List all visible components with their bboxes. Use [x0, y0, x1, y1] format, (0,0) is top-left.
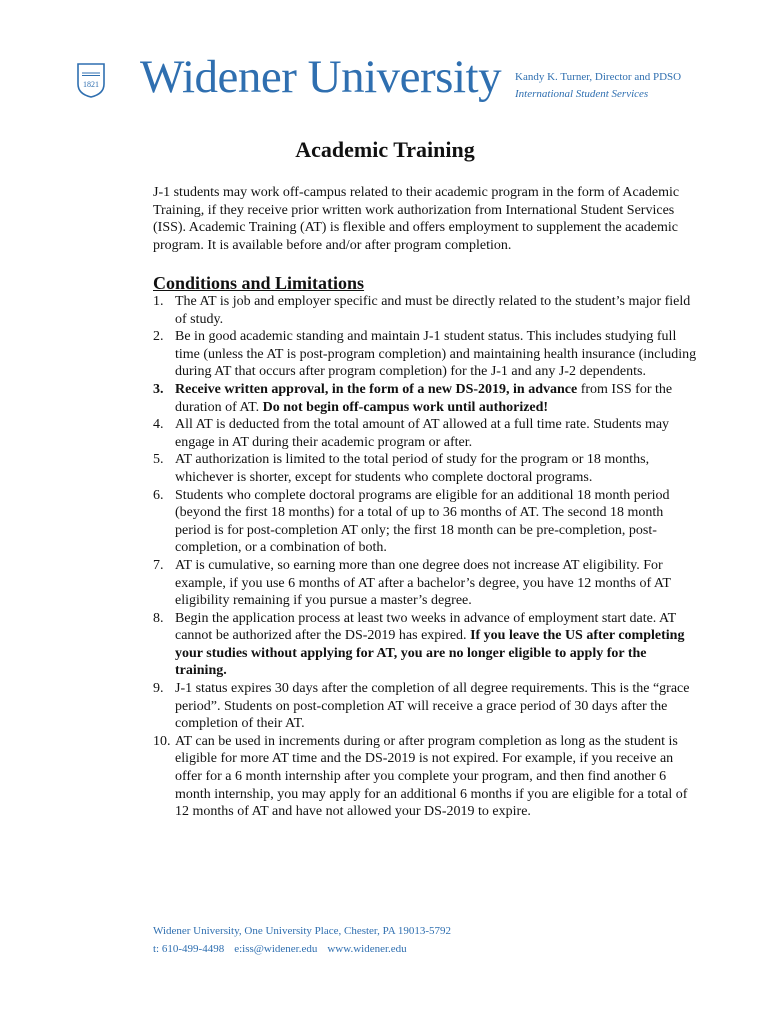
item-text: AT authorization is limited to the total period of study for the program or 18 months, whichever is shorter, except for students who complete doctoral programs.	[175, 452, 650, 485]
section-heading: Conditions and Limitations	[153, 273, 365, 293]
list-item	[153, 680, 701, 733]
letterhead	[0, 0, 770, 120]
item-text: All AT is deducted from the total amount of AT allowed at a full time rate. Students may engage in AT during their academic program or after.	[175, 417, 670, 450]
item-text: Students who complete doctoral programs are eligible for an additional 18 month period (beyond the first 18 months) for a total of up to 36 months of AT. The second 18 month period is for post-completion AT only; the first 18 month can be pre-completion, post-completion, or a combination of both.	[175, 487, 670, 556]
conditions-list	[153, 293, 701, 821]
item-number: 8.	[153, 610, 164, 626]
item-number: 7.	[153, 557, 164, 573]
item-text: AT can be used in increments during or after program completion as long as the student is eligible for more AT time and the DS-2019 is not expired. For example, if you receive an offer for a 6 month internship after you complete your program, and then find another 6 month internship, you may apply for an additional 6 months if you are eligible for a total of 12 months of AT and have not allowed your DS-2019 to expire.	[175, 733, 688, 820]
item-text: from ISS for the duration of AT.	[175, 381, 673, 415]
item-text: J-1 status expires 30 days after the completion of all degree requirements. This is the “grace period”. Students on post-completion AT will receive a grace period of 30 days after the completion of their AT.	[175, 681, 690, 732]
university-seal-logo	[76, 62, 106, 98]
office-name: International Student Services	[515, 88, 649, 100]
item-number: 2.	[153, 329, 164, 345]
list-item	[153, 487, 701, 557]
footer	[153, 922, 451, 958]
item-text: Begin the application process at least two weeks in advance of employment start date. AT cannot be authorized after the DS-2019 has expired.	[175, 610, 676, 644]
item-text: AT is cumulative, so earning more than one degree does not increase AT eligibility. For example, if you use 6 months of AT after a bachelor’s degree, you have 12 months of AT eligibility remaining if you pursue a master’s degree.	[175, 557, 671, 609]
item-bold-text: Receive written approval, in the form of a new DS-2019, in advance	[175, 381, 578, 397]
contact-name: Kandy K. Turner, Director and PDSO	[515, 71, 682, 83]
list-item	[153, 557, 701, 610]
item-number: 6.	[153, 487, 164, 503]
seal-year: 1821	[83, 80, 99, 89]
item-number: 4.	[153, 417, 164, 433]
item-number: 1.	[153, 294, 164, 309]
contact-block	[515, 69, 681, 103]
item-number: 3.	[153, 381, 164, 397]
item-number: 5.	[153, 452, 164, 468]
list-item	[153, 416, 701, 451]
item-number: 10.	[153, 733, 171, 749]
list-item	[153, 451, 701, 486]
list-item	[153, 381, 701, 416]
footer-email[interactable]: e:iss@widener.edu	[234, 943, 318, 955]
footer-contact-line	[153, 940, 451, 958]
list-item	[153, 293, 701, 328]
university-name: Widener University	[140, 51, 502, 103]
item-number: 9.	[153, 681, 164, 697]
item-bold-text: If you leave the US after completing your studies without applying for AT, you are no longer eligible to apply for the training.	[175, 628, 685, 679]
footer-website[interactable]: www.widener.edu	[327, 943, 407, 955]
list-item	[153, 328, 701, 381]
page-title: Academic Training	[295, 137, 475, 162]
footer-address: Widener University, One University Place, Chester, PA 19013-5792	[153, 925, 452, 937]
footer-phone: t: 610-499-4498	[153, 943, 225, 955]
intro-paragraph: J-1 students may work off-campus related to their academic program in the form of Academic Training, if they receive prior written work authorization from International Student Services (ISS). Academic Training (AT) is flexible and offers employment to supplement the academic program. It is available before and/or after program completion.	[153, 185, 680, 253]
item-bold-text: Do not begin off-campus work until authorized!	[262, 399, 549, 415]
list-item	[153, 610, 701, 680]
list-item	[153, 733, 701, 821]
item-text: Be in good academic standing and maintain J-1 student status. This includes studying full time (unless the AT is post-program completion) and maintaining health insurance (including during AT that occurs after program completion) for the J-1 and any J-2 dependents.	[175, 329, 697, 380]
item-text: The AT is job and employer specific and must be directly related to the student’s major field of study.	[175, 294, 691, 327]
